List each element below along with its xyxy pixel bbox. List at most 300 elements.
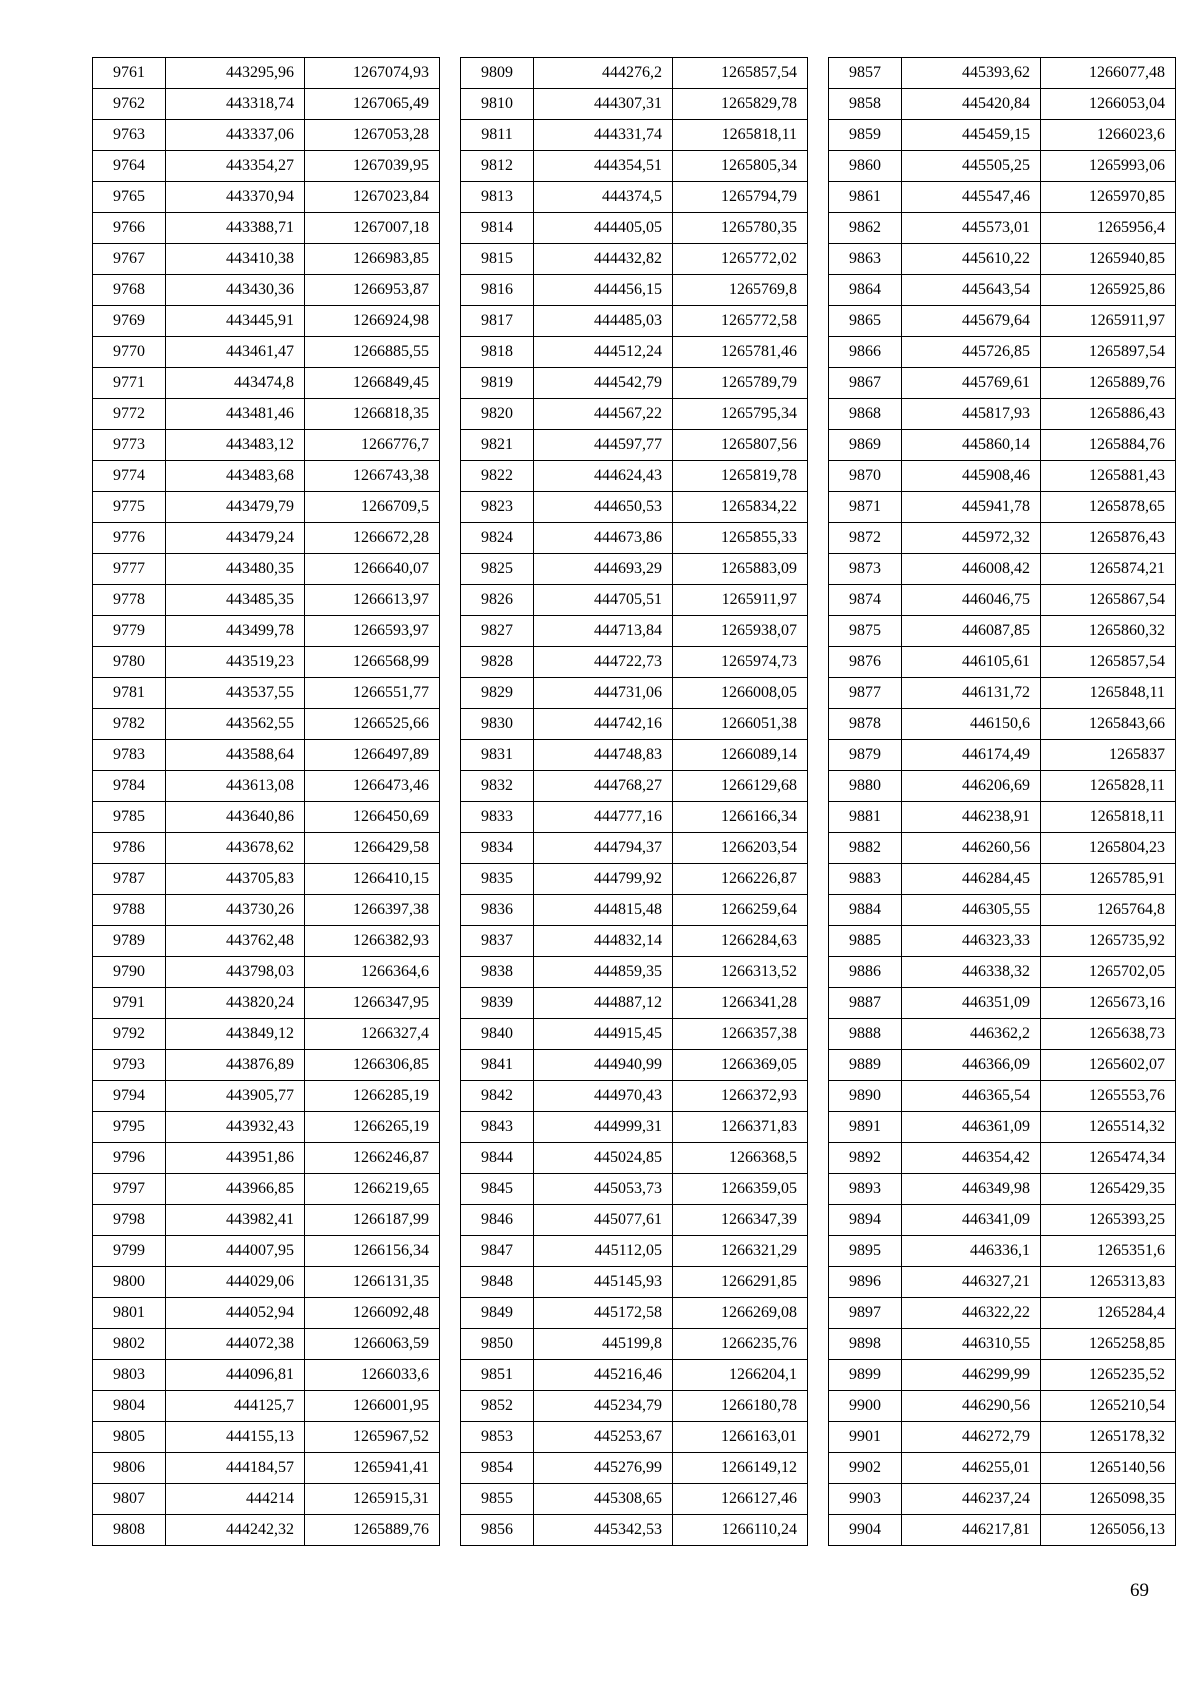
point-number-cell: 9855 [461, 1484, 534, 1515]
point-number-cell: 9877 [829, 678, 902, 709]
table-row [93, 213, 440, 244]
table-row [829, 182, 1176, 213]
y-coordinate-cell: 1266129,68 [673, 771, 808, 802]
table-row [93, 1515, 440, 1546]
x-coordinate-cell: 444567,22 [534, 399, 673, 430]
x-coordinate-cell: 444096,81 [166, 1360, 305, 1391]
y-coordinate-cell: 1266369,05 [673, 1050, 808, 1081]
x-coordinate-cell: 444859,35 [534, 957, 673, 988]
y-coordinate-cell: 1265889,76 [305, 1515, 440, 1546]
x-coordinate-cell: 445505,25 [902, 151, 1041, 182]
table-row [93, 1298, 440, 1329]
table-row [461, 89, 808, 120]
table-row [93, 616, 440, 647]
y-coordinate-cell: 1266265,19 [305, 1112, 440, 1143]
y-coordinate-cell: 1265098,35 [1041, 1484, 1176, 1515]
point-number-cell: 9831 [461, 740, 534, 771]
point-number-cell: 9802 [93, 1329, 166, 1360]
x-coordinate-cell: 443982,41 [166, 1205, 305, 1236]
table-row [829, 58, 1176, 89]
table-row [829, 1329, 1176, 1360]
y-coordinate-cell: 1265883,09 [673, 554, 808, 585]
table-row [829, 1360, 1176, 1391]
point-number-cell: 9894 [829, 1205, 902, 1236]
x-coordinate-cell: 446046,75 [902, 585, 1041, 616]
point-number-cell: 9808 [93, 1515, 166, 1546]
x-coordinate-cell: 443370,94 [166, 182, 305, 213]
table-row [829, 1143, 1176, 1174]
point-number-cell: 9835 [461, 864, 534, 895]
table-row [461, 740, 808, 771]
point-number-cell: 9888 [829, 1019, 902, 1050]
point-number-cell: 9861 [829, 182, 902, 213]
point-number-cell: 9830 [461, 709, 534, 740]
x-coordinate-cell: 444815,48 [534, 895, 673, 926]
x-coordinate-cell: 445769,61 [902, 368, 1041, 399]
table-row [829, 1236, 1176, 1267]
table-row [829, 430, 1176, 461]
y-coordinate-cell: 1265941,41 [305, 1453, 440, 1484]
y-coordinate-cell: 1266818,35 [305, 399, 440, 430]
y-coordinate-cell: 1266092,48 [305, 1298, 440, 1329]
coordinates-table-3 [828, 57, 1176, 1546]
y-coordinate-cell: 1266372,93 [673, 1081, 808, 1112]
table-row [829, 492, 1176, 523]
y-coordinate-cell: 1265474,34 [1041, 1143, 1176, 1174]
table-row [93, 244, 440, 275]
table-row [829, 1081, 1176, 1112]
y-coordinate-cell: 1265818,11 [673, 120, 808, 151]
point-number-cell: 9768 [93, 275, 166, 306]
point-number-cell: 9842 [461, 1081, 534, 1112]
point-number-cell: 9899 [829, 1360, 902, 1391]
point-number-cell: 9784 [93, 771, 166, 802]
x-coordinate-cell: 446206,69 [902, 771, 1041, 802]
y-coordinate-cell: 1265764,8 [1041, 895, 1176, 926]
point-number-cell: 9799 [93, 1236, 166, 1267]
x-coordinate-cell: 443485,35 [166, 585, 305, 616]
x-coordinate-cell: 446349,98 [902, 1174, 1041, 1205]
y-coordinate-cell: 1266306,85 [305, 1050, 440, 1081]
y-coordinate-cell: 1265881,43 [1041, 461, 1176, 492]
table-row [93, 182, 440, 213]
point-number-cell: 9780 [93, 647, 166, 678]
table-row [93, 740, 440, 771]
x-coordinate-cell: 446260,56 [902, 833, 1041, 864]
y-coordinate-cell: 1266053,04 [1041, 89, 1176, 120]
point-number-cell: 9824 [461, 523, 534, 554]
table-row [93, 1019, 440, 1050]
table-row [461, 430, 808, 461]
point-number-cell: 9794 [93, 1081, 166, 1112]
point-number-cell: 9788 [93, 895, 166, 926]
y-coordinate-cell: 1266110,24 [673, 1515, 808, 1546]
table-row [461, 1298, 808, 1329]
y-coordinate-cell: 1266077,48 [1041, 58, 1176, 89]
table-row [93, 1081, 440, 1112]
table-row [461, 833, 808, 864]
point-number-cell: 9856 [461, 1515, 534, 1546]
x-coordinate-cell: 443966,85 [166, 1174, 305, 1205]
point-number-cell: 9809 [461, 58, 534, 89]
point-number-cell: 9880 [829, 771, 902, 802]
point-number-cell: 9885 [829, 926, 902, 957]
table-row [461, 647, 808, 678]
table-row [461, 213, 808, 244]
point-number-cell: 9887 [829, 988, 902, 1019]
x-coordinate-cell: 445199,8 [534, 1329, 673, 1360]
table-row [461, 120, 808, 151]
y-coordinate-cell: 1265915,31 [305, 1484, 440, 1515]
table-row [461, 678, 808, 709]
table-row [93, 1267, 440, 1298]
x-coordinate-cell: 445459,15 [902, 120, 1041, 151]
table-row [93, 337, 440, 368]
x-coordinate-cell: 444597,77 [534, 430, 673, 461]
point-number-cell: 9871 [829, 492, 902, 523]
point-number-cell: 9841 [461, 1050, 534, 1081]
point-number-cell: 9896 [829, 1267, 902, 1298]
x-coordinate-cell: 445643,54 [902, 275, 1041, 306]
table-row [93, 430, 440, 461]
y-coordinate-cell: 1266640,07 [305, 554, 440, 585]
y-coordinate-cell: 1265638,73 [1041, 1019, 1176, 1050]
y-coordinate-cell: 1267065,49 [305, 89, 440, 120]
x-coordinate-cell: 443479,24 [166, 523, 305, 554]
y-coordinate-cell: 1265860,32 [1041, 616, 1176, 647]
x-coordinate-cell: 443951,86 [166, 1143, 305, 1174]
table-row [829, 926, 1176, 957]
y-coordinate-cell: 1265393,25 [1041, 1205, 1176, 1236]
y-coordinate-cell: 1266371,83 [673, 1112, 808, 1143]
point-number-cell: 9900 [829, 1391, 902, 1422]
x-coordinate-cell: 444331,74 [534, 120, 673, 151]
y-coordinate-cell: 1265878,65 [1041, 492, 1176, 523]
table-row [93, 678, 440, 709]
x-coordinate-cell: 445817,93 [902, 399, 1041, 430]
point-number-cell: 9898 [829, 1329, 902, 1360]
point-number-cell: 9859 [829, 120, 902, 151]
x-coordinate-cell: 443705,83 [166, 864, 305, 895]
x-coordinate-cell: 446217,81 [902, 1515, 1041, 1546]
table-row [829, 244, 1176, 275]
y-coordinate-cell: 1266285,19 [305, 1081, 440, 1112]
table-row [829, 1515, 1176, 1546]
point-number-cell: 9857 [829, 58, 902, 89]
y-coordinate-cell: 1265056,13 [1041, 1515, 1176, 1546]
x-coordinate-cell: 446272,79 [902, 1422, 1041, 1453]
table-row [829, 957, 1176, 988]
y-coordinate-cell: 1265867,54 [1041, 585, 1176, 616]
y-coordinate-cell: 1266743,38 [305, 461, 440, 492]
point-number-cell: 9812 [461, 151, 534, 182]
table-row [461, 1143, 808, 1174]
x-coordinate-cell: 443388,71 [166, 213, 305, 244]
x-coordinate-cell: 444052,94 [166, 1298, 305, 1329]
table-row [461, 1050, 808, 1081]
x-coordinate-cell: 446131,72 [902, 678, 1041, 709]
x-coordinate-cell: 443318,74 [166, 89, 305, 120]
table-row [829, 1298, 1176, 1329]
x-coordinate-cell: 446290,56 [902, 1391, 1041, 1422]
x-coordinate-cell: 445726,85 [902, 337, 1041, 368]
point-number-cell: 9891 [829, 1112, 902, 1143]
x-coordinate-cell: 443483,68 [166, 461, 305, 492]
y-coordinate-cell: 1265178,32 [1041, 1422, 1176, 1453]
point-number-cell: 9825 [461, 554, 534, 585]
x-coordinate-cell: 444713,84 [534, 616, 673, 647]
y-coordinate-cell: 1266341,28 [673, 988, 808, 1019]
y-coordinate-cell: 1266849,45 [305, 368, 440, 399]
point-number-cell: 9781 [93, 678, 166, 709]
y-coordinate-cell: 1265876,43 [1041, 523, 1176, 554]
point-number-cell: 9897 [829, 1298, 902, 1329]
table-row [829, 151, 1176, 182]
x-coordinate-cell: 444799,92 [534, 864, 673, 895]
table-row [93, 709, 440, 740]
y-coordinate-cell: 1266450,69 [305, 802, 440, 833]
y-coordinate-cell: 1266180,78 [673, 1391, 808, 1422]
point-number-cell: 9782 [93, 709, 166, 740]
x-coordinate-cell: 446366,09 [902, 1050, 1041, 1081]
point-number-cell: 9849 [461, 1298, 534, 1329]
point-number-cell: 9850 [461, 1329, 534, 1360]
x-coordinate-cell: 443479,79 [166, 492, 305, 523]
point-number-cell: 9777 [93, 554, 166, 585]
y-coordinate-cell: 1265855,33 [673, 523, 808, 554]
y-coordinate-cell: 1265769,8 [673, 275, 808, 306]
y-coordinate-cell: 1265970,85 [1041, 182, 1176, 213]
table-row [93, 368, 440, 399]
point-number-cell: 9826 [461, 585, 534, 616]
y-coordinate-cell: 1265897,54 [1041, 337, 1176, 368]
x-coordinate-cell: 444887,12 [534, 988, 673, 1019]
x-coordinate-cell: 444777,16 [534, 802, 673, 833]
table-row [829, 771, 1176, 802]
table-row [829, 647, 1176, 678]
point-number-cell: 9851 [461, 1360, 534, 1391]
y-coordinate-cell: 1266204,1 [673, 1360, 808, 1391]
x-coordinate-cell: 446299,99 [902, 1360, 1041, 1391]
table-row [461, 523, 808, 554]
point-number-cell: 9840 [461, 1019, 534, 1050]
table-row [461, 368, 808, 399]
x-coordinate-cell: 445342,53 [534, 1515, 673, 1546]
point-number-cell: 9893 [829, 1174, 902, 1205]
table-row [93, 802, 440, 833]
x-coordinate-cell: 446361,09 [902, 1112, 1041, 1143]
point-number-cell: 9823 [461, 492, 534, 523]
y-coordinate-cell: 1265889,76 [1041, 368, 1176, 399]
table-row [829, 1050, 1176, 1081]
point-number-cell: 9876 [829, 647, 902, 678]
point-number-cell: 9881 [829, 802, 902, 833]
x-coordinate-cell: 443640,86 [166, 802, 305, 833]
x-coordinate-cell: 443562,55 [166, 709, 305, 740]
x-coordinate-cell: 444307,31 [534, 89, 673, 120]
x-coordinate-cell: 443295,96 [166, 58, 305, 89]
x-coordinate-cell: 445053,73 [534, 1174, 673, 1205]
table-row [829, 523, 1176, 554]
point-number-cell: 9771 [93, 368, 166, 399]
table-row [93, 554, 440, 585]
point-number-cell: 9769 [93, 306, 166, 337]
x-coordinate-cell: 444072,38 [166, 1329, 305, 1360]
table-row [829, 616, 1176, 647]
y-coordinate-cell: 1266953,87 [305, 275, 440, 306]
x-coordinate-cell: 445253,67 [534, 1422, 673, 1453]
point-number-cell: 9775 [93, 492, 166, 523]
x-coordinate-cell: 443798,03 [166, 957, 305, 988]
x-coordinate-cell: 444125,7 [166, 1391, 305, 1422]
x-coordinate-cell: 444214 [166, 1484, 305, 1515]
point-number-cell: 9865 [829, 306, 902, 337]
x-coordinate-cell: 444512,24 [534, 337, 673, 368]
point-number-cell: 9789 [93, 926, 166, 957]
x-coordinate-cell: 443876,89 [166, 1050, 305, 1081]
table-row [829, 988, 1176, 1019]
point-number-cell: 9791 [93, 988, 166, 1019]
y-coordinate-cell: 1265925,86 [1041, 275, 1176, 306]
table-row [461, 895, 808, 926]
point-number-cell: 9785 [93, 802, 166, 833]
x-coordinate-cell: 444456,15 [534, 275, 673, 306]
x-coordinate-cell: 443678,62 [166, 833, 305, 864]
y-coordinate-cell: 1265886,43 [1041, 399, 1176, 430]
table-row [829, 1205, 1176, 1236]
x-coordinate-cell: 444999,31 [534, 1112, 673, 1143]
y-coordinate-cell: 1265911,97 [673, 585, 808, 616]
table-row [461, 1391, 808, 1422]
x-coordinate-cell: 444155,13 [166, 1422, 305, 1453]
table-row [829, 337, 1176, 368]
table-row [829, 1174, 1176, 1205]
point-number-cell: 9804 [93, 1391, 166, 1422]
y-coordinate-cell: 1265857,54 [1041, 647, 1176, 678]
y-coordinate-cell: 1266219,65 [305, 1174, 440, 1205]
x-coordinate-cell: 444673,86 [534, 523, 673, 554]
table-row [829, 1112, 1176, 1143]
x-coordinate-cell: 443849,12 [166, 1019, 305, 1050]
table-row [461, 1484, 808, 1515]
table-row [829, 864, 1176, 895]
y-coordinate-cell: 1266368,5 [673, 1143, 808, 1174]
table-row [93, 585, 440, 616]
x-coordinate-cell: 444432,82 [534, 244, 673, 275]
x-coordinate-cell: 446323,33 [902, 926, 1041, 957]
x-coordinate-cell: 445610,22 [902, 244, 1041, 275]
y-coordinate-cell: 1265514,32 [1041, 1112, 1176, 1143]
table-row [461, 1081, 808, 1112]
x-coordinate-cell: 445393,62 [902, 58, 1041, 89]
point-number-cell: 9828 [461, 647, 534, 678]
point-number-cell: 9854 [461, 1453, 534, 1484]
table-row [93, 926, 440, 957]
x-coordinate-cell: 445234,79 [534, 1391, 673, 1422]
point-number-cell: 9770 [93, 337, 166, 368]
y-coordinate-cell: 1265789,79 [673, 368, 808, 399]
x-coordinate-cell: 444624,43 [534, 461, 673, 492]
y-coordinate-cell: 1266156,34 [305, 1236, 440, 1267]
y-coordinate-cell: 1266473,46 [305, 771, 440, 802]
table-row [829, 306, 1176, 337]
x-coordinate-cell: 444354,51 [534, 151, 673, 182]
point-number-cell: 9866 [829, 337, 902, 368]
y-coordinate-cell: 1266568,99 [305, 647, 440, 678]
point-number-cell: 9806 [93, 1453, 166, 1484]
point-number-cell: 9805 [93, 1422, 166, 1453]
x-coordinate-cell: 445024,85 [534, 1143, 673, 1174]
table-row [829, 709, 1176, 740]
point-number-cell: 9884 [829, 895, 902, 926]
table-row [93, 1453, 440, 1484]
point-number-cell: 9870 [829, 461, 902, 492]
y-coordinate-cell: 1265967,52 [305, 1422, 440, 1453]
table-row [461, 399, 808, 430]
table-row [461, 771, 808, 802]
point-number-cell: 9816 [461, 275, 534, 306]
y-coordinate-cell: 1266613,97 [305, 585, 440, 616]
point-number-cell: 9875 [829, 616, 902, 647]
x-coordinate-cell: 443461,47 [166, 337, 305, 368]
point-number-cell: 9818 [461, 337, 534, 368]
point-number-cell: 9895 [829, 1236, 902, 1267]
y-coordinate-cell: 1265834,22 [673, 492, 808, 523]
table-row [461, 926, 808, 957]
y-coordinate-cell: 1266397,38 [305, 895, 440, 926]
table-row [829, 1391, 1176, 1422]
x-coordinate-cell: 445972,32 [902, 523, 1041, 554]
point-number-cell: 9863 [829, 244, 902, 275]
x-coordinate-cell: 443519,23 [166, 647, 305, 678]
x-coordinate-cell: 446237,24 [902, 1484, 1041, 1515]
point-number-cell: 9845 [461, 1174, 534, 1205]
table-row [93, 523, 440, 554]
point-number-cell: 9838 [461, 957, 534, 988]
x-coordinate-cell: 444970,43 [534, 1081, 673, 1112]
y-coordinate-cell: 1265819,78 [673, 461, 808, 492]
y-coordinate-cell: 1266063,59 [305, 1329, 440, 1360]
x-coordinate-cell: 444748,83 [534, 740, 673, 771]
x-coordinate-cell: 445172,58 [534, 1298, 673, 1329]
y-coordinate-cell: 1265284,4 [1041, 1298, 1176, 1329]
y-coordinate-cell: 1266023,6 [1041, 120, 1176, 151]
y-coordinate-cell: 1265795,34 [673, 399, 808, 430]
y-coordinate-cell: 1266347,95 [305, 988, 440, 1019]
table-row [461, 306, 808, 337]
x-coordinate-cell: 446338,32 [902, 957, 1041, 988]
x-coordinate-cell: 443820,24 [166, 988, 305, 1019]
y-coordinate-cell: 1266127,46 [673, 1484, 808, 1515]
table-row [829, 368, 1176, 399]
y-coordinate-cell: 1265807,56 [673, 430, 808, 461]
table-row [461, 1360, 808, 1391]
x-coordinate-cell: 445941,78 [902, 492, 1041, 523]
table-row [461, 616, 808, 647]
x-coordinate-cell: 446305,55 [902, 895, 1041, 926]
point-number-cell: 9786 [93, 833, 166, 864]
y-coordinate-cell: 1266033,6 [305, 1360, 440, 1391]
table-row [461, 182, 808, 213]
table-row [93, 306, 440, 337]
table-row [461, 1422, 808, 1453]
table-row [93, 120, 440, 151]
y-coordinate-cell: 1265235,52 [1041, 1360, 1176, 1391]
y-coordinate-cell: 1265781,46 [673, 337, 808, 368]
table-row [93, 1143, 440, 1174]
table-row [461, 1329, 808, 1360]
point-number-cell: 9774 [93, 461, 166, 492]
